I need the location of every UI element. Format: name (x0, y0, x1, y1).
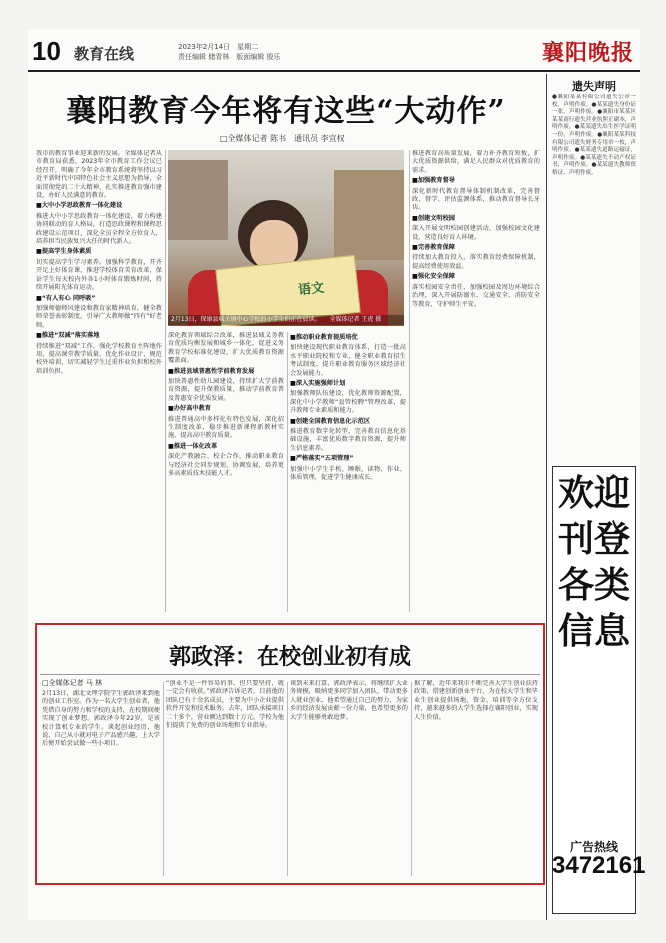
boxed-column-1 (42, 690, 160, 878)
sidebar-divider (546, 74, 547, 920)
paragraph: 持续加大教育投入，落实教育经费保障机制，提高经费使用效益。 (412, 254, 540, 270)
lost-notices: ●襄阳某某有限公司遗失公章一枚，声明作废。●某某遗失身份证一张，声明作废。●襄阳市某某区某某商行遗失营业执照正副本，声明作废。●某某遗失出生医学证明一份，声明作废。●襄阳某某科技有限公司遗失财务专用章一枚，声明作废。●某某遗失道路运输证，声明作废。●某某遗失不动产权证书，声明作废。●某某遗失教师资格证，声明作废。 (552, 94, 636, 176)
ad-slogan: 欢迎刊登各类信息 (557, 472, 630, 652)
ad-hotline-label: 广告热线 (569, 840, 618, 854)
subheading: ■创建全国教育信息化示范区 (290, 417, 371, 425)
subheading: ■“有人有心 同呼吸” (36, 294, 96, 302)
header-rule (28, 70, 640, 72)
paragraph: 加快建设现代职业教育体系，打造一批高水平职业院校和专业，健全职业教育招生考试制度，提升职业教育服务区域经济社会发展能力。 (290, 344, 406, 377)
column-divider (165, 150, 166, 612)
subheading: ■深入实施强师计划 (290, 380, 346, 388)
lead-byline: □全媒体记者 陈书 通讯员 李宜权 (220, 134, 345, 143)
ad-phone-number: 3472161 (552, 852, 646, 879)
boxed-column-2 (166, 680, 284, 878)
subheading: ■推进一体化改革 (168, 442, 218, 450)
paragraph: 推进普通高中多样化有特色发展，深化招生制度改革，稳步推进新课程新教材实施，提高高中教育质量。 (168, 415, 284, 440)
lead-column-2 (168, 332, 284, 612)
photo-background (168, 160, 228, 240)
paragraph: 推进大中小学思政教育一体化建设，着力构建协同联动的育人格局，打造思政课程和课程思政建设示范项目，深化全员全程全方位育人，培养担当民族复兴大任的时代新人。 (36, 212, 162, 246)
boxed-story-headline: 郭政泽：在校创业初有成 (168, 644, 411, 670)
paragraph: 加强中小学生手机、睡眠、读物、作业、体质管理，促进学生健康成长。 (290, 465, 406, 482)
subheading: ■推动职业教育提质培优 (290, 334, 358, 341)
boxed-column-3 (290, 680, 408, 878)
lead-photo (168, 150, 404, 326)
lead-column-4 (412, 150, 540, 612)
photo-caption: 2月13日，保康县城关镇中心学校的小学生们正在晨读。 全媒体记者 王虎 摄 (168, 315, 404, 325)
subheading: ■提高学生身体素质 (36, 248, 92, 256)
paragraph: 落实校园安全责任，加强校园及周边环境综合治理，深入开展防溺水、交通安全、消防安全等教育，守护师生平安。 (412, 283, 540, 308)
column-divider (287, 682, 288, 876)
subheading: ■加强教育督导 (412, 177, 455, 185)
paragraph: 加快普惠性幼儿园建设，持续扩大学前教育资源，提升保教质量，推动学前教育普及普惠安全优质发展。 (168, 378, 284, 402)
column-divider (163, 682, 164, 876)
textbook-label: 语文 (297, 280, 325, 299)
date-line: 2023年2月14日 星期二 (178, 43, 259, 51)
paragraph: 深化产教融合、校企合作，推动职业教育与经济社会同步规划、协调发展，培养更多高素质技术技能人才。 (168, 453, 284, 478)
subheading: ■严格落实“五项管理” (290, 455, 354, 463)
paragraph: 加强教师队伍建设，优化教师资源配置，深化中小学教师“县管校聘”管理改革，提升教师专业素质和能力。 (290, 390, 406, 415)
paragraph: 2月13日，湖北文理学院学生郭政泽来到他的创业工作室。作为一名大学生创业者，他凭借自身的努力和学校的支持，在校期间便实现了创业梦想。郭政泽今年22岁，是该校计算机专业的学生。谈起创业经历，他说，自己从小就对电子产品感兴趣，上大学后便开始尝试做一些小项目。 (42, 690, 160, 748)
subheading: ■大中小学思政教育一体化建设 (36, 202, 123, 210)
boxed-story-rule (40, 674, 540, 675)
paragraph: 切实提高学生学习素养。加强科学教育，开齐开足上好体育课，推进学校体育美育改革，保证学生每天校内外各1小时体育锻炼时间，持续开展阳光体育运动。 (36, 258, 162, 292)
date-editors (178, 42, 280, 62)
subheading: ■创建文明校园 (412, 214, 455, 222)
subheading: ■强化安全保障 (412, 273, 455, 281)
newspaper-logo: 襄阳晚报 (541, 40, 634, 66)
paragraph: 推进教育数字化转型，完善教育信息化基础设施，丰富优质数字教育资源，提升师生信息素养。 (290, 428, 406, 452)
boxed-story-byline: □全媒体记者 马 林 (42, 679, 103, 687)
column-divider (411, 682, 412, 876)
paragraph: 加强师德师风建设和教育家精神培育，健全教师荣誉表彰制度，引导广大教师做“四有”好老师。 (36, 304, 162, 329)
page-number: 10 (32, 36, 61, 66)
subheading: ■推进县域普惠性学前教育发展 (168, 367, 255, 375)
photo-background (334, 170, 404, 260)
boxed-column-4 (414, 680, 538, 878)
column-divider (409, 150, 410, 612)
lead-column-1 (36, 150, 162, 610)
paragraph: 深化教育领域综合改革，推进县域义务教育优质均衡发展和城乡一体化，促进义务教育学校标准化建设，扩大优质教育资源覆盖面。 (168, 332, 284, 365)
lead-headline: 襄阳教育今年将有这些“大动作” (66, 94, 506, 129)
page-header (28, 34, 640, 66)
subheading: ■完善教育保障 (412, 244, 455, 252)
lead-column-3 (290, 332, 406, 612)
subheading: ■办好高中教育 (168, 405, 211, 413)
paragraph: 持续推进“双减”工作，强化学校教育主阵地作用，提高课堂教学质量，优化作业设计，规范校外培训，切实减轻学生过重作业负担和校外培训负担。 (36, 342, 162, 375)
editors-line: 责任编辑 储青林 版面编辑 殷乐 (178, 53, 281, 61)
column-divider (287, 332, 288, 612)
subheading: ■推进“双减”落实落地 (36, 332, 100, 340)
paragraph: 我市的教育事业迎来新的发展。全媒体记者从市教育局获悉，2023年全市教育工作会议已经召开，明确了今年全市教育系统将坚持以习近平新时代中国特色社会主义思想为指导，全面贯彻党的二十大精神，扎实推进教育强市建设，办好人民满意的教育。 (36, 150, 162, 200)
notice-title: 遗失声明 (572, 80, 616, 93)
paragraph: “创业不是一件容易的事，但只要坚持，就一定会有收获。”郭政泽告诉记者，目前他的团队已有十余名成员，主要为中小企业提供软件开发和技术服务。去年，团队承接项目二十多个，营业额达到数十万元。学校为他们提供了免费的创业场地和专业指导。 (166, 680, 284, 730)
paragraph: 推进教育高质量发展，着力补齐教育短板，扩大优质资源供给，满足人民群众对优质教育的需求。 (412, 150, 540, 174)
paragraph: 深化新时代教育督导体制机制改革，完善督政、督学、评估监测体系，推动教育督导长牙齿。 (412, 187, 540, 212)
paragraph: 深入开展文明校园创建活动，加强校园文化建设，营造良好育人环境。 (412, 225, 540, 241)
section-name: 教育在线 (74, 45, 135, 63)
paragraph: 谈到未来打算，郭政泽表示，将继续扩大业务规模，吸纳更多同学加入团队，带动更多人就业创业。他希望通过自己的努力，为家乡的经济发展贡献一份力量，也希望更多的大学生能够勇敢追梦。 (290, 680, 408, 721)
paragraph: 据了解，近年来我市不断完善大学生创业扶持政策，搭建创新创业平台，为在校大学生和毕业生创业提供场地、资金、培训等全方位支持，越来越多的大学生选择在襄阳创业，实现人生价值。 (414, 680, 538, 721)
